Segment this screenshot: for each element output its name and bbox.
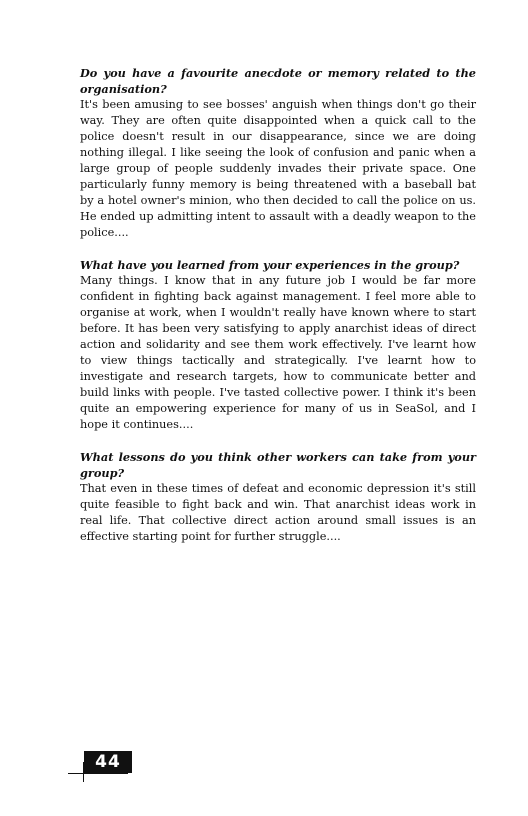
page-body (80, 65, 476, 561)
answer-paragraph: Many things. I know that in any future job I would be far more confident in fighting back against management. I feel more able to organise at work, when I wouldn't really have known where to start before. It has been very satisfying to apply anarchist ideas of direct action and solidarity and see them work effectively. I've learnt how to view things tactically and strategically. I've learnt how to investigate and research targets, how to communicate better and build links with people. I've tasted collective power. I think it's been quite an empowering experience for many of us in SeaSol, and I hope it continues.... (80, 274, 476, 431)
crop-mark-vertical (83, 762, 84, 782)
crop-mark-horizontal (68, 773, 128, 774)
qa-section-learned (80, 257, 476, 433)
qa-section-lessons (80, 449, 476, 545)
qa-section-anecdote (80, 65, 476, 241)
question-heading: What lessons do you think other workers can take from your group? (80, 450, 476, 480)
question-heading: What have you learned from your experiences in the group? (80, 258, 460, 272)
page-number: 44 (84, 751, 132, 773)
answer-paragraph: It's been amusing to see bosses' anguish when things don't go their way. They are often quite disappointed when a quick call to the police doesn't result in our disappearance, since we are doing nothing illegal. I like seeing the look of confusion and panic when a large group of people suddenly invades their private space. One particularly funny memory is being threatened with a baseball bat by a hotel owner's minion, who then decided to call the police on us. He ended up admitting intent to assault with a deadly weapon to the police.... (80, 98, 476, 239)
answer-paragraph: That even in these times of defeat and economic depression it's still quite feasible to fight back and win. That anarchist ideas work in real life. That collective direct action around small issues is an effective starting point for further struggle.... (80, 482, 476, 543)
question-heading: Do you have a favourite anecdote or memory related to the organisation? (80, 66, 476, 96)
